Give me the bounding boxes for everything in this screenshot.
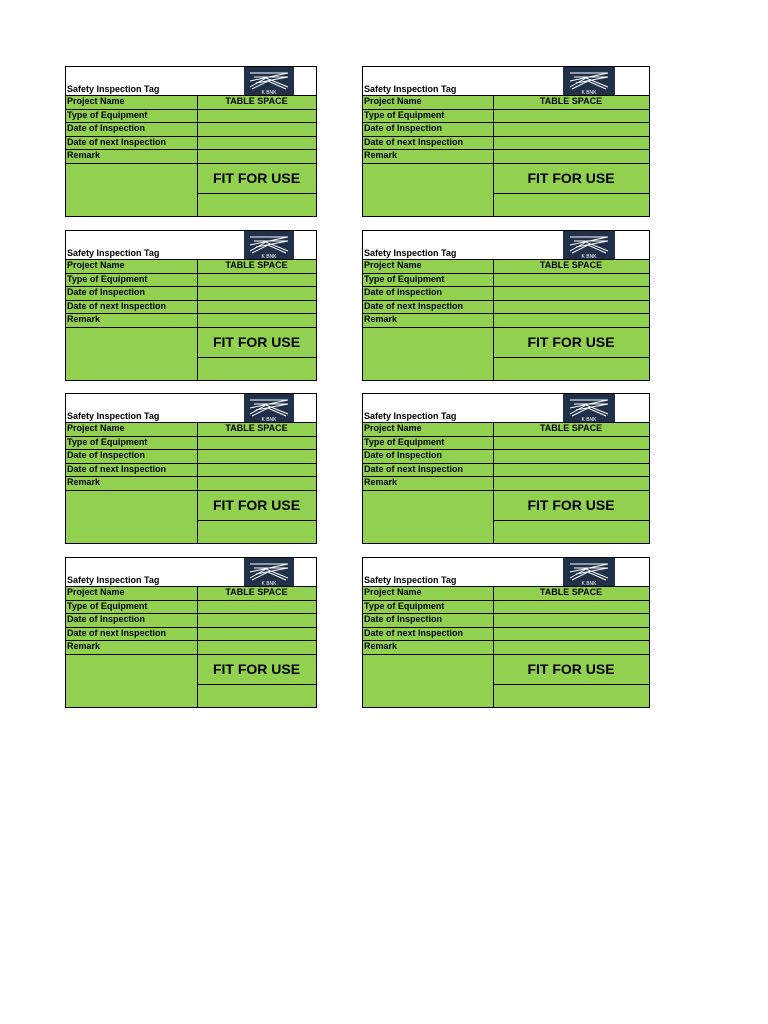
- tag-row: [66, 627, 316, 642]
- row-label: Date of Inspection: [67, 450, 146, 461]
- tag-row: [66, 109, 316, 124]
- tag-row: [66, 463, 316, 478]
- row-label: Project Name: [364, 587, 422, 597]
- row-value: TABLE SPACE: [225, 96, 288, 106]
- status-divider: [493, 520, 649, 521]
- company-logo: [563, 231, 615, 259]
- row-label: Remark: [67, 477, 101, 488]
- tag-row: [363, 586, 649, 601]
- row-label: Remark: [364, 314, 398, 325]
- logo-text: K BNK: [261, 90, 277, 95]
- row-label: Type of Equipment: [364, 109, 445, 120]
- row-label: Type of Equipment: [364, 436, 445, 447]
- tag-header: [363, 67, 649, 96]
- row-value: TABLE SPACE: [225, 587, 288, 597]
- row-label: Type of Equipment: [67, 436, 148, 447]
- inspection-tag: [362, 393, 650, 544]
- company-logo: [563, 558, 615, 586]
- tag-row: [66, 122, 316, 137]
- tag-row: [363, 422, 649, 437]
- tag-title: Safety Inspection Tag: [364, 411, 457, 421]
- logo-mark-icon: [244, 558, 294, 586]
- column-divider: [493, 586, 494, 707]
- column-divider: [493, 259, 494, 380]
- inspection-tag: [65, 393, 317, 544]
- tag-title: Safety Inspection Tag: [67, 411, 160, 421]
- tag-row: [66, 259, 316, 274]
- column-divider: [197, 586, 198, 707]
- logo-mark-icon: [563, 231, 615, 259]
- row-label: Remark: [364, 150, 398, 161]
- logo-text: K BNK: [261, 254, 277, 259]
- row-value: TABLE SPACE: [539, 260, 603, 270]
- tag-header: [66, 394, 316, 423]
- tag-row: [363, 313, 649, 328]
- row-label: Date of Inspection: [364, 123, 443, 134]
- tag-row: [66, 313, 316, 328]
- row-label: Project Name: [364, 260, 422, 270]
- logo-mark-icon: [244, 231, 294, 259]
- tag-row: [66, 436, 316, 451]
- row-label: Date of next Inspection: [364, 136, 464, 147]
- tag-row: [66, 136, 316, 151]
- tag-row: [66, 600, 316, 615]
- row-label: Project Name: [67, 260, 125, 270]
- tag-row: [66, 300, 316, 315]
- logo-mark-icon: [244, 394, 294, 422]
- logo-text: K BNK: [581, 254, 597, 259]
- tag-row: [66, 586, 316, 601]
- row-label: Date of next Inspection: [67, 136, 167, 147]
- row-label: Type of Equipment: [67, 600, 148, 611]
- row-label: Date of next Inspection: [364, 627, 464, 638]
- row-label: Remark: [364, 641, 398, 652]
- logo-mark-icon: [563, 394, 615, 422]
- tag-row: [363, 273, 649, 288]
- tag-row: [363, 600, 649, 615]
- inspection-tag: [362, 230, 650, 381]
- tag-row: [363, 300, 649, 315]
- tag-title: Safety Inspection Tag: [364, 575, 457, 585]
- logo-mark-icon: [244, 67, 294, 95]
- inspection-tag: [65, 66, 317, 217]
- row-label: Project Name: [364, 423, 422, 433]
- tag-header: [66, 67, 316, 96]
- inspection-tag: [362, 557, 650, 708]
- inspection-tag: [65, 557, 317, 708]
- column-divider: [197, 95, 198, 216]
- company-logo: [563, 67, 615, 95]
- row-label: Date of next Inspection: [67, 627, 167, 638]
- tag-row: [363, 136, 649, 151]
- row-label: Remark: [67, 150, 101, 161]
- tag-title: Safety Inspection Tag: [67, 84, 160, 94]
- tag-header: [363, 558, 649, 587]
- row-label: Date of next Inspection: [364, 300, 464, 311]
- column-divider: [197, 259, 198, 380]
- tag-row: [363, 95, 649, 110]
- tag-row: [363, 640, 649, 655]
- tag-row: [363, 627, 649, 642]
- row-label: Date of Inspection: [364, 614, 443, 625]
- tag-row: [363, 149, 649, 164]
- row-label: Type of Equipment: [364, 600, 445, 611]
- status-divider: [493, 357, 649, 358]
- row-label: Date of Inspection: [364, 287, 443, 298]
- tag-row: [66, 613, 316, 628]
- tag-row: [363, 449, 649, 464]
- status-label: FIT FOR USE: [527, 497, 615, 513]
- status-divider: [197, 193, 316, 194]
- tag-title: Safety Inspection Tag: [364, 84, 457, 94]
- tag-title: Safety Inspection Tag: [364, 248, 457, 258]
- company-logo: [563, 394, 615, 422]
- status-divider: [493, 684, 649, 685]
- logo-mark-icon: [563, 67, 615, 95]
- status-divider: [197, 684, 316, 685]
- status-label: FIT FOR USE: [527, 334, 615, 350]
- logo-text: K BNK: [581, 417, 597, 422]
- company-logo: [244, 558, 294, 586]
- row-label: Type of Equipment: [364, 273, 445, 284]
- row-value: TABLE SPACE: [539, 96, 603, 106]
- row-value: TABLE SPACE: [539, 587, 603, 597]
- status-label: FIT FOR USE: [212, 497, 301, 513]
- status-divider: [197, 520, 316, 521]
- row-label: Project Name: [67, 423, 125, 433]
- row-value: TABLE SPACE: [225, 260, 288, 270]
- tag-row: [363, 122, 649, 137]
- row-label: Project Name: [364, 96, 422, 106]
- tag-header: [363, 231, 649, 260]
- row-label: Date of Inspection: [67, 123, 146, 134]
- tag-row: [363, 463, 649, 478]
- tag-row: [363, 476, 649, 491]
- tag-row: [66, 640, 316, 655]
- company-logo: [244, 231, 294, 259]
- status-label: FIT FOR USE: [212, 334, 301, 350]
- row-label: Project Name: [67, 587, 125, 597]
- column-divider: [493, 95, 494, 216]
- company-logo: [244, 67, 294, 95]
- tag-row: [66, 286, 316, 301]
- tag-header: [66, 231, 316, 260]
- row-label: Type of Equipment: [67, 109, 148, 120]
- status-label: FIT FOR USE: [527, 661, 615, 677]
- tag-header: [66, 558, 316, 587]
- row-label: Remark: [67, 314, 101, 325]
- tag-row: [66, 273, 316, 288]
- tag-row: [66, 449, 316, 464]
- row-value: TABLE SPACE: [225, 423, 288, 433]
- tag-header: [363, 394, 649, 423]
- row-label: Date of Inspection: [364, 450, 443, 461]
- logo-text: K BNK: [581, 90, 597, 95]
- tag-row: [66, 149, 316, 164]
- logo-text: K BNK: [581, 581, 597, 586]
- tag-row: [66, 95, 316, 110]
- tag-row: [363, 109, 649, 124]
- row-value: TABLE SPACE: [539, 423, 603, 433]
- row-label: Date of Inspection: [67, 287, 146, 298]
- tag-row: [66, 476, 316, 491]
- tag-title: Safety Inspection Tag: [67, 575, 160, 585]
- status-label: FIT FOR USE: [212, 661, 301, 677]
- logo-text: K BNK: [261, 417, 277, 422]
- tag-row: [363, 436, 649, 451]
- logo-mark-icon: [563, 558, 615, 586]
- tag-row: [363, 613, 649, 628]
- column-divider: [493, 422, 494, 543]
- row-label: Remark: [364, 477, 398, 488]
- tag-title: Safety Inspection Tag: [67, 248, 160, 258]
- tag-row: [363, 286, 649, 301]
- row-label: Date of next Inspection: [364, 463, 464, 474]
- status-divider: [493, 193, 649, 194]
- row-label: Remark: [67, 641, 101, 652]
- status-label: FIT FOR USE: [212, 170, 301, 186]
- row-label: Date of next Inspection: [67, 463, 167, 474]
- logo-text: K BNK: [261, 581, 277, 586]
- row-label: Type of Equipment: [67, 273, 148, 284]
- status-divider: [197, 357, 316, 358]
- row-label: Date of next Inspection: [67, 300, 167, 311]
- status-label: FIT FOR USE: [527, 170, 615, 186]
- column-divider: [197, 422, 198, 543]
- row-label: Date of Inspection: [67, 614, 146, 625]
- tag-row: [66, 422, 316, 437]
- inspection-tag: [65, 230, 317, 381]
- inspection-tag: [362, 66, 650, 217]
- company-logo: [244, 394, 294, 422]
- tag-row: [363, 259, 649, 274]
- row-label: Project Name: [67, 96, 125, 106]
